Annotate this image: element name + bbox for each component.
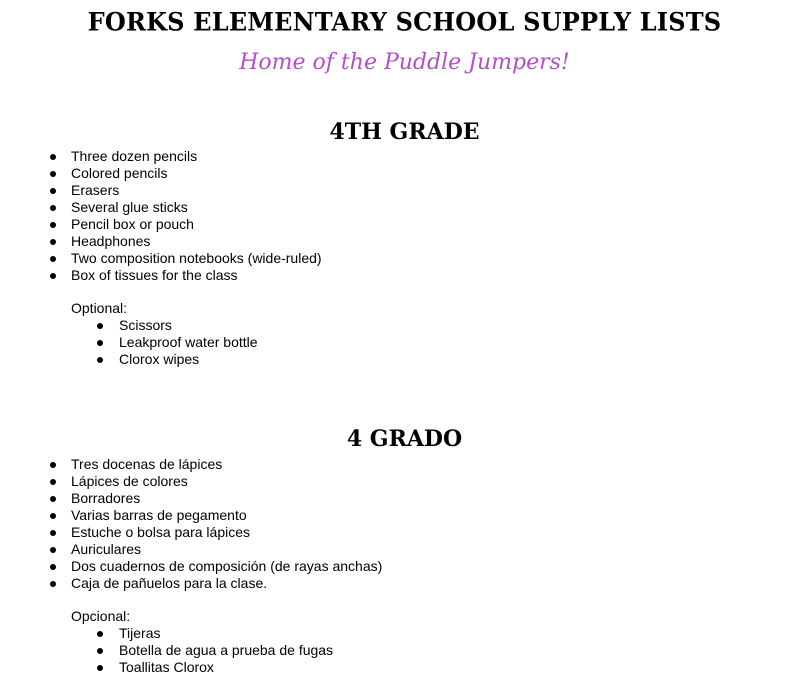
list-item: Borradores — [50, 490, 382, 507]
page-title: FORKS ELEMENTARY SCHOOL SUPPLY LISTS — [87, 6, 722, 37]
list-item: Varias barras de pegamento — [50, 507, 382, 524]
list-item: Two composition notebooks (wide-ruled) — [50, 250, 322, 267]
list-item: Caja de pañuelos para la clase. — [50, 575, 382, 592]
section-heading-4-grado: 4 GRADO — [346, 426, 463, 452]
list-item: Several glue sticks — [50, 199, 322, 216]
tagline: Home of the Puddle Jumpers! — [239, 50, 570, 75]
optional-list-item: Scissors — [97, 317, 258, 334]
list-item: Box of tissues for the class — [50, 267, 322, 284]
optional-list-item: Botella de agua a prueba de fugas — [97, 642, 333, 659]
list-item: Estuche o bolsa para lápices — [50, 524, 382, 541]
list-item: Erasers — [50, 182, 322, 199]
optional-list-item: Clorox wipes — [97, 351, 258, 368]
optional-list-spanish — [97, 625, 333, 676]
optional-label-english: Optional: — [71, 300, 128, 316]
list-item: Colored pencils — [50, 165, 322, 182]
optional-list-item: Toallitas Clorox — [97, 659, 333, 676]
list-item: Dos cuadernos de composición (de rayas anchas) — [50, 558, 382, 575]
supply-list-english — [50, 148, 322, 284]
list-item: Three dozen pencils — [50, 148, 322, 165]
list-item: Tres docenas de lápices — [50, 456, 382, 473]
optional-label-spanish: Opcional: — [71, 608, 131, 624]
optional-list-item: Leakproof water bottle — [97, 334, 258, 351]
supply-list-spanish — [50, 456, 382, 592]
list-item: Lápices de colores — [50, 473, 382, 490]
optional-list-item: Tijeras — [97, 625, 333, 642]
list-item: Auriculares — [50, 541, 382, 558]
list-item: Headphones — [50, 233, 322, 250]
list-item: Pencil box or pouch — [50, 216, 322, 233]
optional-list-english — [97, 317, 258, 368]
section-heading-4th-grade: 4TH GRADE — [329, 119, 480, 145]
